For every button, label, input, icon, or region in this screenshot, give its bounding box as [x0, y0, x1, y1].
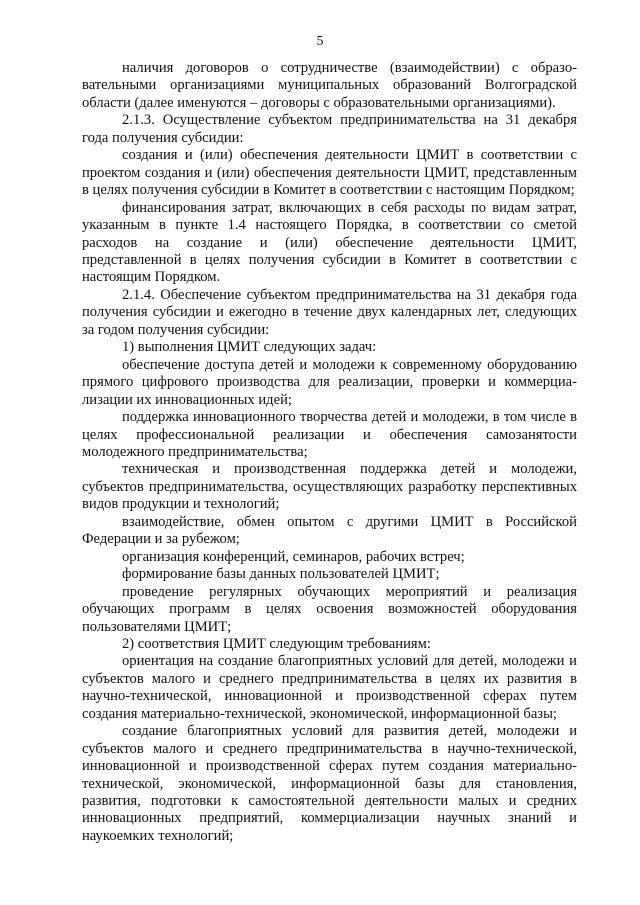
paragraph-task-database: формирование базы данных пользователей ЦМИТ; [122, 566, 440, 583]
paragraph-task-support: поддержка инновационного творчества детей и молодежи, в том числе в целях профессиональной реализации и обеспечения самозанятости молодежного предпринимательства; [82, 409, 577, 460]
paragraph-tasks-heading: 1) выполнения ЦМИТ следующих задач: [122, 339, 377, 356]
paragraph-cmit-creation: создания и (или) обеспечения деятельности ЦМИТ в соответствии с проектом создания и (или) обеспечения деятельности ЦМИТ, представленным в целях получения субсидии в Комитет в соответствии с настоящим Порядком; [82, 147, 577, 199]
document-body [82, 60, 577, 845]
paragraph-financing: финансирования затрат, включающих в себя расходы по видам затрат, указанным в пункте 1.4 настоящего Порядка, в соответствии со сметой расходов на создание и (или) обеспечение деятельности ЦМИТ, представленной в целях получения субсидии в Комитет в соответствии с настоящим Порядком. [82, 199, 577, 286]
paragraph-req-orientation: ориентация на создание благоприятных условий для детей, молодежи и субъектов малого и среднего предпринимательства в целях их развития в научно-технической, инновационной и производственной сферах путем создания материально-технической, экономической, информационной базы; [82, 653, 577, 722]
paragraph-task-cooperation: взаимодействие, обмен опытом с другими ЦМИТ в Российской Федерации и за рубежом; [82, 513, 577, 548]
paragraph-2-1-3: 2.1.3. Осуществление субъектом предпринимательства на 31 декабря года получения субсидии: [82, 112, 577, 146]
page-number: 5 [316, 34, 324, 49]
paragraph-task-conferences: организация конференций, семинаров, рабочих встреч; [122, 548, 465, 565]
paragraph-continuation: наличия договоров о сотрудничестве (взаимодействии) с образовательными организациями муниципальных образований Волгоградской области (далее именуются – договоры с образовательными организациями). [82, 60, 577, 111]
paragraph-2-1-4: 2.1.4. Обеспечение субъектом предпринимательства на 31 декабря года получения субсидии и ежегодно в течение двух календарных лет, следующих за годом получения субсидии: [82, 286, 577, 338]
paragraph-task-technical: техническая и производственная поддержка детей и молодежи, субъектов предпринимательства, осуществляющих разработку перспективных видов продукции и технологий; [82, 461, 577, 513]
paragraph-req-conditions: создание благоприятных условий для развития детей, молодежи и субъектов малого и среднего предпринимательства в научно-технической, инновационной и производственной сферах путем создания материально-технической, экономической, информационной базы для становления, развития, подготовки к самостоятельной деятельности малых и средних инновационных предприятий, коммерциализации научных знаний и наукоемких технологий; [82, 723, 577, 844]
paragraph-requirements-heading: 2) соответствия ЦМИТ следующим требованиям: [122, 635, 431, 652]
paragraph-task-training: проведение регулярных обучающих мероприятий и реализация обучающих программ в целях освоения возможностей оборудования пользователями ЦМИТ; [82, 583, 577, 635]
paragraph-task-access: обеспечение доступа детей и молодежи к современному оборудованию прямого цифрового производства для реализации, проверки и коммерциализации их инновационных идей; [82, 356, 577, 408]
